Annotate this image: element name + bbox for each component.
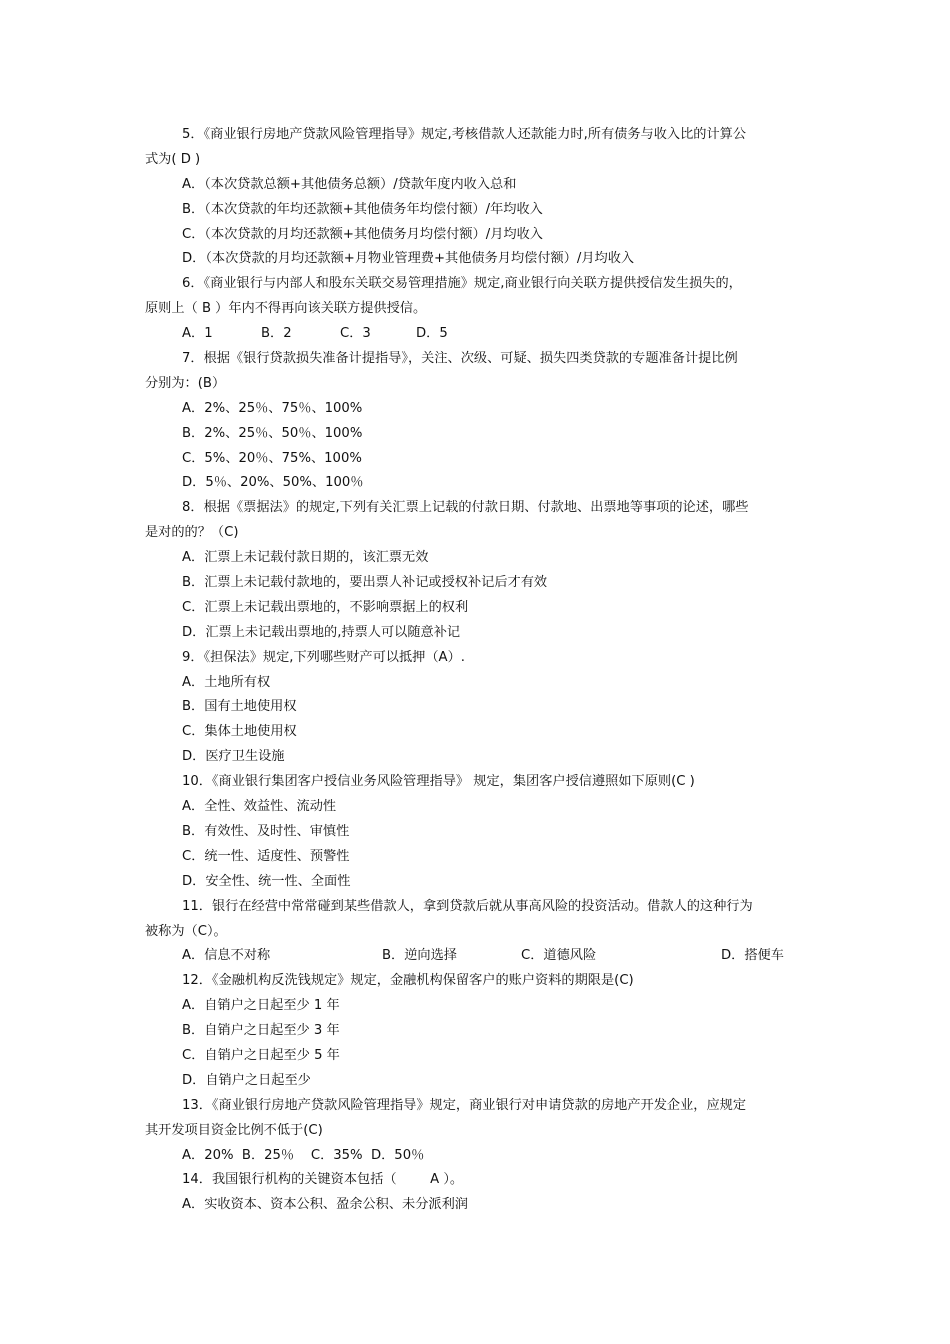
option-d: D．汇票上未记载出票地的,持票人可以随意补记	[182, 624, 461, 640]
question-9	[145, 646, 805, 770]
option-a: A．2%、25％、75％、100%	[182, 400, 363, 416]
question-stem: 9．《担保法》规定,下列哪些财产可以抵押（A）.	[182, 649, 465, 665]
document-body	[145, 123, 805, 1218]
option-b: B．逆向选择	[382, 948, 457, 964]
question-stem-cont: 是对的的？（C)	[145, 525, 239, 541]
option-c: C．3	[340, 326, 371, 342]
question-stem-cont: 被称为（C）。	[145, 923, 227, 939]
question-stem: 11．银行在经营中常常碰到某些借款人，拿到贷款后就从事高风险的投资活动。借款人的这种行为	[182, 898, 753, 914]
option-d: D．5％、20%、50%、100％	[182, 475, 364, 491]
option-a: A．实收资本、资本公积、盈余公积、未分派利润	[182, 1197, 468, 1213]
question-stem: 10．《商业银行集团客户授信业务风险管理指导》 规定，集团客户授信遵照如下原则(C )	[182, 774, 695, 790]
option-c: C．5%、20％、75%、100%	[182, 450, 362, 466]
question-14	[145, 1168, 805, 1218]
option-c: C．统一性、适度性、预警性	[182, 848, 350, 864]
question-stem: 14．我国银行机构的关键资本包括（ A ）。	[182, 1172, 464, 1188]
option-c: C．汇票上未记载出票地的，不影响票据上的权利	[182, 599, 469, 615]
option-d: D．（本次贷款的月均还款额+月物业管理费+其他债务月均偿付额）/月均收入	[182, 251, 635, 267]
option-d: D．安全性、统一性、全面性	[182, 873, 351, 889]
option-a: A．土地所有权	[182, 674, 271, 690]
question-7	[145, 347, 805, 496]
inline-options	[145, 322, 805, 347]
options-inline: A．20% B．25％ C．35% D．50％	[182, 1147, 425, 1163]
option-d: D．5	[416, 326, 448, 342]
question-8	[145, 496, 805, 645]
question-11	[145, 895, 805, 970]
question-13	[145, 1094, 805, 1169]
question-stem-cont: 其开发项目资金比例不低于(C)	[145, 1122, 323, 1138]
option-a: A．（本次贷款总额+其他债务总额）/贷款年度内收入总和	[182, 176, 517, 192]
option-b: B．2	[261, 326, 292, 342]
option-c: C．自销户之日起至少 5 年	[182, 1047, 340, 1063]
option-b: B．（本次贷款的年均还款额+其他债务年均偿付额）/年均收入	[182, 201, 543, 217]
option-a: A．1	[182, 326, 213, 342]
question-10	[145, 770, 805, 894]
question-stem: 6．《商业银行与内部人和股东关联交易管理措施》规定,商业银行向关联方提供授信发生损失的，	[182, 276, 742, 292]
question-stem-cont: 原则上（ B ）年内不得再向该关联方提供授信。	[145, 301, 427, 317]
question-6	[145, 272, 805, 347]
option-d: D．自销户之日起至少	[182, 1072, 311, 1088]
option-c: C．集体土地使用权	[182, 724, 297, 740]
option-b: B．国有土地使用权	[182, 699, 297, 715]
option-b: B．自销户之日起至少 3 年	[182, 1023, 340, 1039]
option-a: A．自销户之日起至少 1 年	[182, 998, 340, 1014]
option-a: A．全性、效益性、流动性	[182, 799, 337, 815]
option-a: A．信息不对称	[182, 948, 271, 964]
inline-options	[145, 944, 805, 969]
question-stem: 5．《商业银行房地产贷款风险管理指导》规定,考核借款人还款能力时,所有债务与收入比的计算公	[182, 127, 747, 142]
question-stem: 13．《商业银行房地产贷款风险管理指导》规定，商业银行对申请贷款的房地产开发企业，应规定	[182, 1097, 747, 1113]
question-5	[145, 123, 805, 272]
option-c: C．道德风险	[521, 948, 597, 964]
option-b: B．汇票上未记载付款地的，要出票人补记或授权补记后才有效	[182, 575, 548, 591]
question-stem-cont: 式为( D )	[145, 151, 201, 167]
option-d: D．医疗卫生设施	[182, 749, 285, 765]
option-a: A．汇票上未记载付款日期的，该汇票无效	[182, 550, 429, 566]
option-c: C．（本次贷款的月均还款额+其他债务月均偿付额）/月均收入	[182, 226, 543, 242]
option-b: B．有效性、及时性、审慎性	[182, 823, 350, 839]
question-stem: 12．《金融机构反洗钱规定》规定，金融机构保留客户的账户资料的期限是(C)	[182, 973, 634, 989]
option-d: D．搭便车	[721, 948, 784, 964]
question-stem: 8．根据《票据法》的规定,下列有关汇票上记载的付款日期、付款地、出票地等事项的论述，哪些	[182, 500, 749, 516]
option-b: B．2%、25％、50％、100%	[182, 425, 363, 441]
question-stem: 7．根据《银行贷款损失准备计提指导》，关注、次级、可疑、损失四类贷款的专题准备计提比例	[182, 351, 738, 367]
question-12	[145, 969, 805, 1093]
question-stem-cont: 分别为：(B）	[145, 375, 226, 391]
